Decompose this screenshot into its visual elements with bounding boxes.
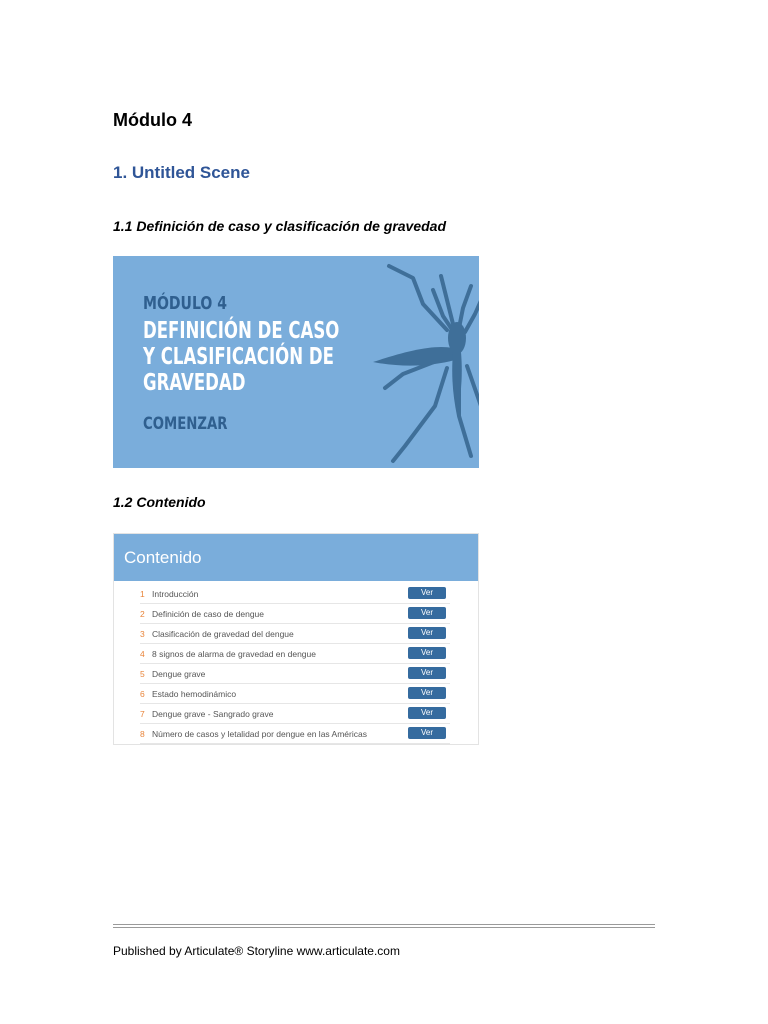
list-item (140, 644, 450, 664)
cover-kicker: MÓDULO 4 (143, 293, 228, 314)
mosquito-icon (363, 256, 479, 468)
section-title-contents: 1.2 Contenido (113, 494, 206, 510)
section-title-cover: 1.1 Definición de caso y clasificación de gravedad (113, 218, 447, 234)
cover-title (143, 318, 359, 396)
list-item (140, 604, 450, 624)
item-number: 5 (140, 668, 145, 679)
footer-text: Published by Articulate® Storyline www.articulate.com (113, 944, 400, 958)
item-number: 7 (140, 708, 145, 719)
list-item (140, 724, 450, 744)
contents-title: Contenido (114, 534, 478, 581)
item-number: 6 (140, 688, 145, 699)
item-number: 2 (140, 608, 145, 619)
view-button[interactable]: Ver (408, 647, 446, 659)
item-number: 4 (140, 648, 145, 659)
item-label: Dengue grave - Sangrado grave (152, 708, 274, 719)
view-button[interactable]: Ver (408, 687, 446, 699)
cover-title-line: DEFINICIÓN DE CASO (143, 318, 340, 344)
cover-title-line: GRAVEDAD (143, 370, 246, 396)
view-button[interactable]: Ver (408, 707, 446, 719)
footer-divider (113, 927, 655, 928)
item-label: Número de casos y letalidad por dengue en las Américas (152, 728, 367, 739)
cover-title-line: Y CLASIFICACIÓN DE (143, 344, 334, 370)
scene-heading: 1. Untitled Scene (113, 163, 250, 182)
view-button[interactable]: Ver (408, 667, 446, 679)
item-number: 1 (140, 588, 145, 599)
view-button[interactable]: Ver (408, 627, 446, 639)
item-label: Dengue grave (152, 668, 206, 679)
view-button[interactable]: Ver (408, 587, 446, 599)
module-heading: Módulo 4 (113, 110, 192, 130)
cover-slide (113, 256, 479, 468)
item-number: 3 (140, 628, 145, 639)
contents-list (140, 584, 450, 744)
item-label: Clasificación de gravedad del dengue (152, 628, 294, 639)
list-item (140, 684, 450, 704)
list-item (140, 624, 450, 644)
start-button[interactable]: COMENZAR (143, 414, 228, 434)
view-button[interactable]: Ver (408, 607, 446, 619)
list-item (140, 664, 450, 684)
item-label: 8 signos de alarma de gravedad en dengue (152, 648, 316, 659)
footer-divider (113, 924, 655, 925)
item-number: 8 (140, 728, 145, 739)
contents-slide (113, 533, 479, 745)
view-button[interactable]: Ver (408, 727, 446, 739)
list-item (140, 584, 450, 604)
list-item (140, 704, 450, 724)
item-label: Estado hemodinámico (152, 688, 237, 699)
item-label: Introducción (152, 588, 199, 599)
item-label: Definición de caso de dengue (152, 608, 264, 619)
